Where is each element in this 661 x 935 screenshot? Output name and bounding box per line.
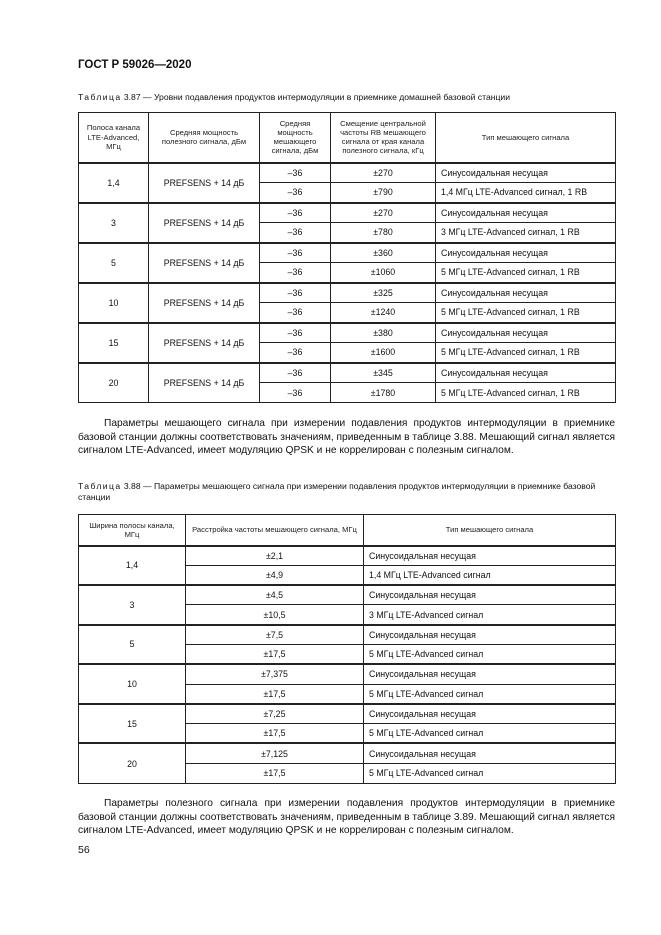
offset-cell: ±10,5 [186, 605, 364, 625]
signal-type-cell: 3 МГц LTE-Advanced сигнал, 1 RB [436, 223, 616, 243]
offset-cell: ±1060 [331, 263, 436, 283]
bandwidth-cell: 5 [79, 243, 149, 283]
table-387-caption-text: 3.87 — Уровни подавления продуктов интермодуляции в приемнике домашней базовой станции [123, 92, 510, 102]
paragraph-1 [78, 417, 615, 458]
table-388-caption-text: 3.88 — Параметры мешающего сигнала при измерении подавления продуктов интермодуляции в приемнике базовой станции [78, 481, 596, 502]
offset-cell: ±4,9 [186, 565, 364, 585]
offset-cell: ±7,5 [186, 625, 364, 645]
interferer-power-cell: –36 [260, 223, 331, 243]
signal-type-cell: 3 МГц LTE-Advanced сигнал [364, 605, 616, 625]
table-388-header: Ширина полосы канала, МГц [79, 515, 186, 546]
signal-power-cell: PREFSENS + 14 дБ [149, 283, 260, 323]
signal-type-cell: 5 МГц LTE-Advanced сигнал [364, 724, 616, 744]
interferer-power-cell: –36 [260, 323, 331, 343]
offset-cell: ±4,5 [186, 585, 364, 605]
offset-cell: ±1240 [331, 303, 436, 323]
interferer-power-cell: –36 [260, 363, 331, 383]
signal-type-cell: Синусоидальная несущая [364, 546, 616, 566]
paragraph-2-text: Параметры полезного сигнала при измерении подавления продуктов интермодуляции в приемнике базовой станции должны соответствовать значениям, приведенным в таблице 3.89. Мешающий сигнал является сигналом LTE-Advanced, имеет модуляцию QPSK и не коррелирован с полезным сигналом. [78, 798, 615, 837]
offset-cell: ±790 [331, 183, 436, 203]
page-number: 56 [78, 844, 90, 856]
table-388 [78, 514, 616, 784]
signal-type-cell: Синусоидальная несущая [436, 283, 616, 303]
table-row [79, 203, 616, 223]
signal-type-cell: 5 МГц LTE-Advanced сигнал [364, 763, 616, 783]
offset-cell: ±17,5 [186, 684, 364, 704]
table-388-caption [78, 481, 615, 503]
signal-type-cell: Синусоидальная несущая [436, 163, 616, 183]
signal-type-cell: Синусоидальная несущая [436, 363, 616, 383]
signal-power-cell: PREFSENS + 14 дБ [149, 363, 260, 403]
table-387-body [79, 163, 616, 403]
bandwidth-cell: 20 [79, 363, 149, 403]
table-387-header: Средняя мощность полезного сигнала, дБм [149, 113, 260, 163]
bandwidth-cell: 5 [79, 625, 186, 665]
signal-type-cell: Синусоидальная несущая [436, 323, 616, 343]
signal-type-cell: 5 МГц LTE-Advanced сигнал [364, 644, 616, 664]
interferer-power-cell: –36 [260, 263, 331, 283]
offset-cell: ±7,375 [186, 664, 364, 684]
signal-type-cell: 5 МГц LTE-Advanced сигнал, 1 RB [436, 383, 616, 403]
table-388-header-row [79, 515, 616, 546]
bandwidth-cell: 3 [79, 203, 149, 243]
table-row [79, 243, 616, 263]
table-388-header: Тип мешающего сигнала [364, 515, 616, 546]
offset-cell: ±780 [331, 223, 436, 243]
table-388-header: Расстройка частоты мешающего сигнала, МГц [186, 515, 364, 546]
signal-type-cell: Синусоидальная несущая [364, 664, 616, 684]
signal-power-cell: PREFSENS + 14 дБ [149, 203, 260, 243]
signal-type-cell: Синусоидальная несущая [436, 243, 616, 263]
signal-type-cell: Синусоидальная несущая [436, 203, 616, 223]
table-row [79, 743, 616, 763]
signal-type-cell: 1,4 МГц LTE-Advanced сигнал [364, 565, 616, 585]
document-id: ГОСТ Р 59026—2020 [78, 59, 192, 71]
offset-cell: ±270 [331, 163, 436, 183]
interferer-power-cell: –36 [260, 383, 331, 403]
offset-cell: ±360 [331, 243, 436, 263]
bandwidth-cell: 3 [79, 585, 186, 625]
offset-cell: ±345 [331, 363, 436, 383]
table-387-header: Полоса канала LTE-Advanced, МГц [79, 113, 149, 163]
bandwidth-cell: 15 [79, 704, 186, 744]
signal-type-cell: 5 МГц LTE-Advanced сигнал, 1 RB [436, 303, 616, 323]
bandwidth-cell: 10 [79, 283, 149, 323]
interferer-power-cell: –36 [260, 203, 331, 223]
offset-cell: ±17,5 [186, 763, 364, 783]
signal-type-cell: Синусоидальная несущая [364, 743, 616, 763]
paragraph-1-text: Параметры мешающего сигнала при измерении подавления продуктов интермодуляции в приемнике базовой станции должны соответствовать значениям, приведенным в таблице 3.88. Мешающий сигнал является сигналом LTE-Advanced, имеет модуляцию QPSK и не коррелирован с полезным сигналом. [78, 418, 615, 457]
table-387 [78, 112, 616, 403]
table-row [79, 323, 616, 343]
signal-type-cell: 5 МГц LTE-Advanced сигнал, 1 RB [436, 343, 616, 363]
bandwidth-cell: 15 [79, 323, 149, 363]
signal-type-cell: Синусоидальная несущая [364, 704, 616, 724]
bandwidth-cell: 10 [79, 664, 186, 704]
offset-cell: ±380 [331, 323, 436, 343]
signal-type-cell: 5 МГц LTE-Advanced сигнал [364, 684, 616, 704]
signal-power-cell: PREFSENS + 14 дБ [149, 323, 260, 363]
table-388-label: Таблица [78, 481, 122, 491]
interferer-power-cell: –36 [260, 163, 331, 183]
table-row [79, 163, 616, 183]
signal-power-cell: PREFSENS + 14 дБ [149, 243, 260, 283]
table-row [79, 664, 616, 684]
table-387-caption [78, 92, 615, 103]
table-387-header: Смещение центральной частоты RB мешающего сигнала от края канала полезного сигнала, кГц [331, 113, 436, 163]
table-row [79, 625, 616, 645]
interferer-power-cell: –36 [260, 283, 331, 303]
offset-cell: ±7,25 [186, 704, 364, 724]
offset-cell: ±325 [331, 283, 436, 303]
table-row [79, 704, 616, 724]
offset-cell: ±7,125 [186, 743, 364, 763]
table-387-header: Средняя мощность мешающего сигнала, дБм [260, 113, 331, 163]
signal-type-cell: 5 МГц LTE-Advanced сигнал, 1 RB [436, 263, 616, 283]
table-row [79, 585, 616, 605]
bandwidth-cell: 1,4 [79, 546, 186, 586]
interferer-power-cell: –36 [260, 343, 331, 363]
signal-type-cell: Синусоидальная несущая [364, 585, 616, 605]
interferer-power-cell: –36 [260, 183, 331, 203]
table-387-header-row [79, 113, 616, 163]
table-388-body [79, 546, 616, 784]
interferer-power-cell: –36 [260, 243, 331, 263]
paragraph-2 [78, 797, 615, 838]
signal-power-cell: PREFSENS + 14 дБ [149, 163, 260, 203]
offset-cell: ±17,5 [186, 724, 364, 744]
offset-cell: ±1600 [331, 343, 436, 363]
table-row [79, 363, 616, 383]
bandwidth-cell: 20 [79, 743, 186, 783]
offset-cell: ±17,5 [186, 644, 364, 664]
table-row [79, 283, 616, 303]
interferer-power-cell: –36 [260, 303, 331, 323]
offset-cell: ±2,1 [186, 546, 364, 566]
offset-cell: ±270 [331, 203, 436, 223]
table-387-header: Тип мешающего сигнала [436, 113, 616, 163]
table-row [79, 546, 616, 566]
bandwidth-cell: 1,4 [79, 163, 149, 203]
offset-cell: ±1780 [331, 383, 436, 403]
signal-type-cell: Синусоидальная несущая [364, 625, 616, 645]
signal-type-cell: 1,4 МГц LTE-Advanced сигнал, 1 RB [436, 183, 616, 203]
table-387-label: Таблица [78, 92, 122, 102]
